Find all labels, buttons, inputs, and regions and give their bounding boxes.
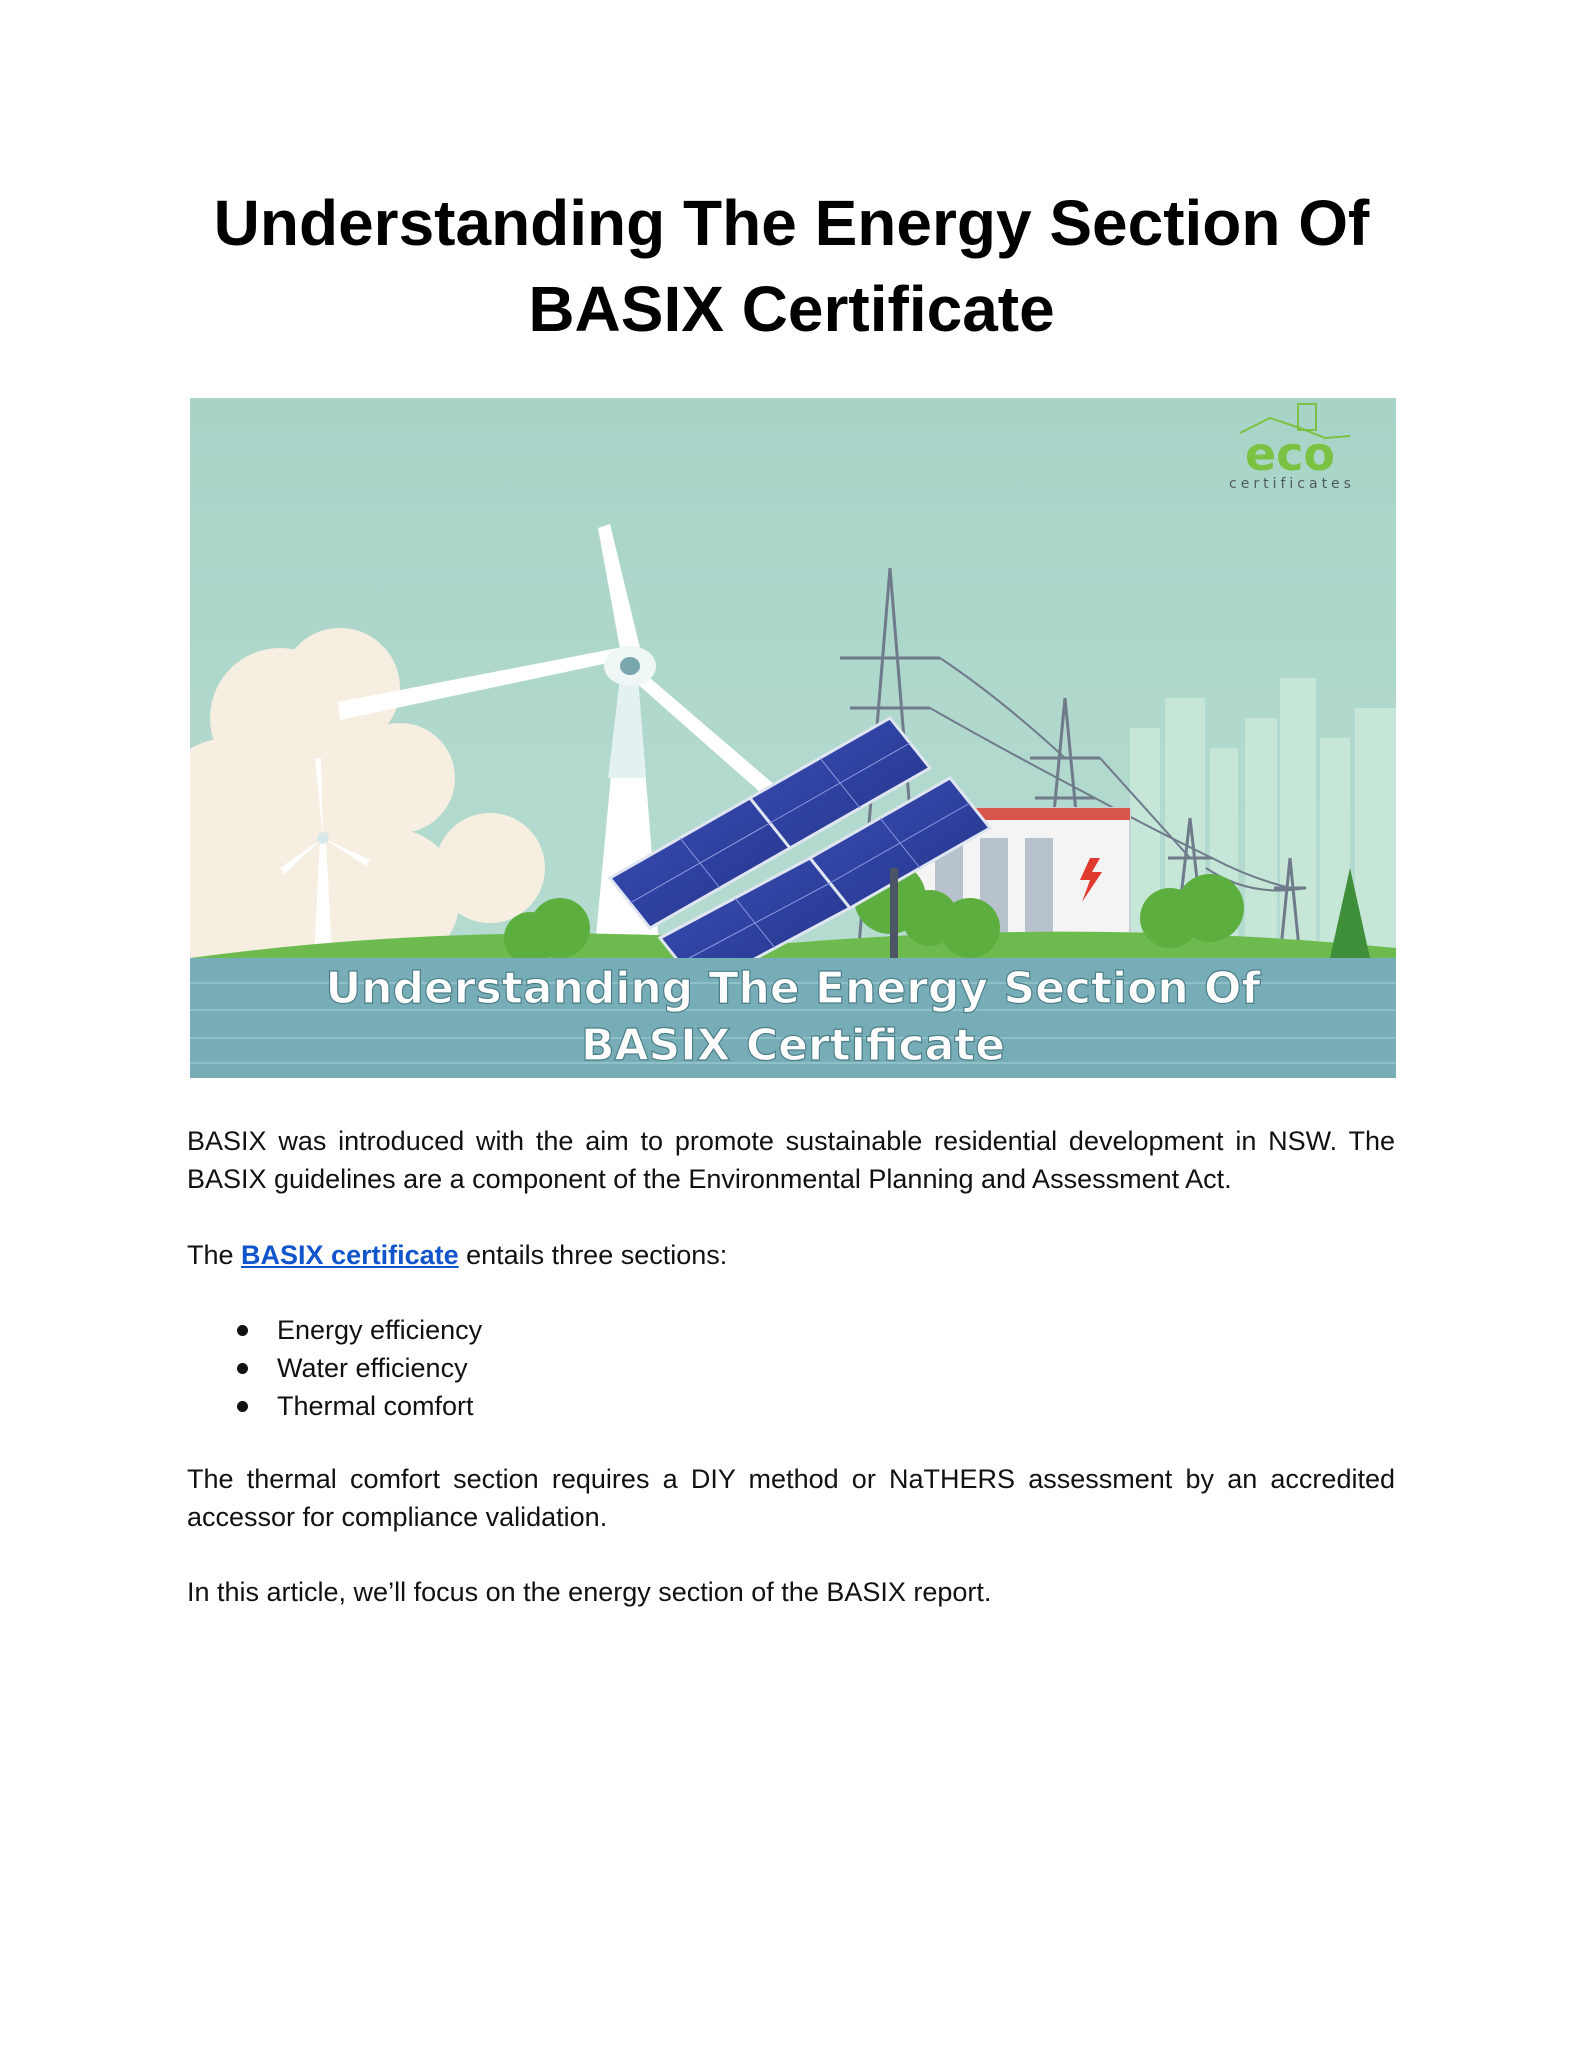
hero-image <box>190 398 1396 1078</box>
intro-paragraph: BASIX was introduced with the aim to promote sustainable residential development in NSW. The BASIX guidelines are a component of the Environmental Planning and Assessment Act. <box>187 1126 1395 1194</box>
page-title: Understanding The Energy Section Of BASIX Certificate <box>213 187 1370 345</box>
list-item <box>187 1387 787 1425</box>
bullet-icon <box>237 1363 248 1374</box>
sections-list <box>187 1311 787 1425</box>
basix-certificate-link[interactable]: BASIX certificate <box>241 1240 459 1270</box>
focus-paragraph: In this article, we’ll focus on the energy section of the BASIX report. <box>187 1577 992 1607</box>
logo-word: eco <box>1244 427 1336 481</box>
list-item-label: Water efficiency <box>277 1353 468 1383</box>
bullet-icon <box>237 1325 248 1336</box>
list-item <box>187 1311 787 1349</box>
sections-prefix: The <box>187 1240 242 1270</box>
banner-line-2: BASIX Certificate <box>580 1020 1006 1071</box>
banner-line-1: Understanding The Energy Section Of <box>325 963 1261 1014</box>
sections-paragraph <box>187 1236 1395 1274</box>
sections-suffix: entails three sections: <box>458 1240 728 1270</box>
thermal-paragraph: The thermal comfort section requires a DIY method or NaTHERS assessment by an accredited accessor for compliance validation. <box>187 1464 1395 1532</box>
bullet-icon <box>237 1401 248 1412</box>
list-item-label: Energy efficiency <box>277 1315 483 1345</box>
list-item-label: Thermal comfort <box>277 1391 474 1421</box>
logo-subtitle: certificates <box>1229 476 1355 492</box>
list-item <box>187 1349 787 1387</box>
